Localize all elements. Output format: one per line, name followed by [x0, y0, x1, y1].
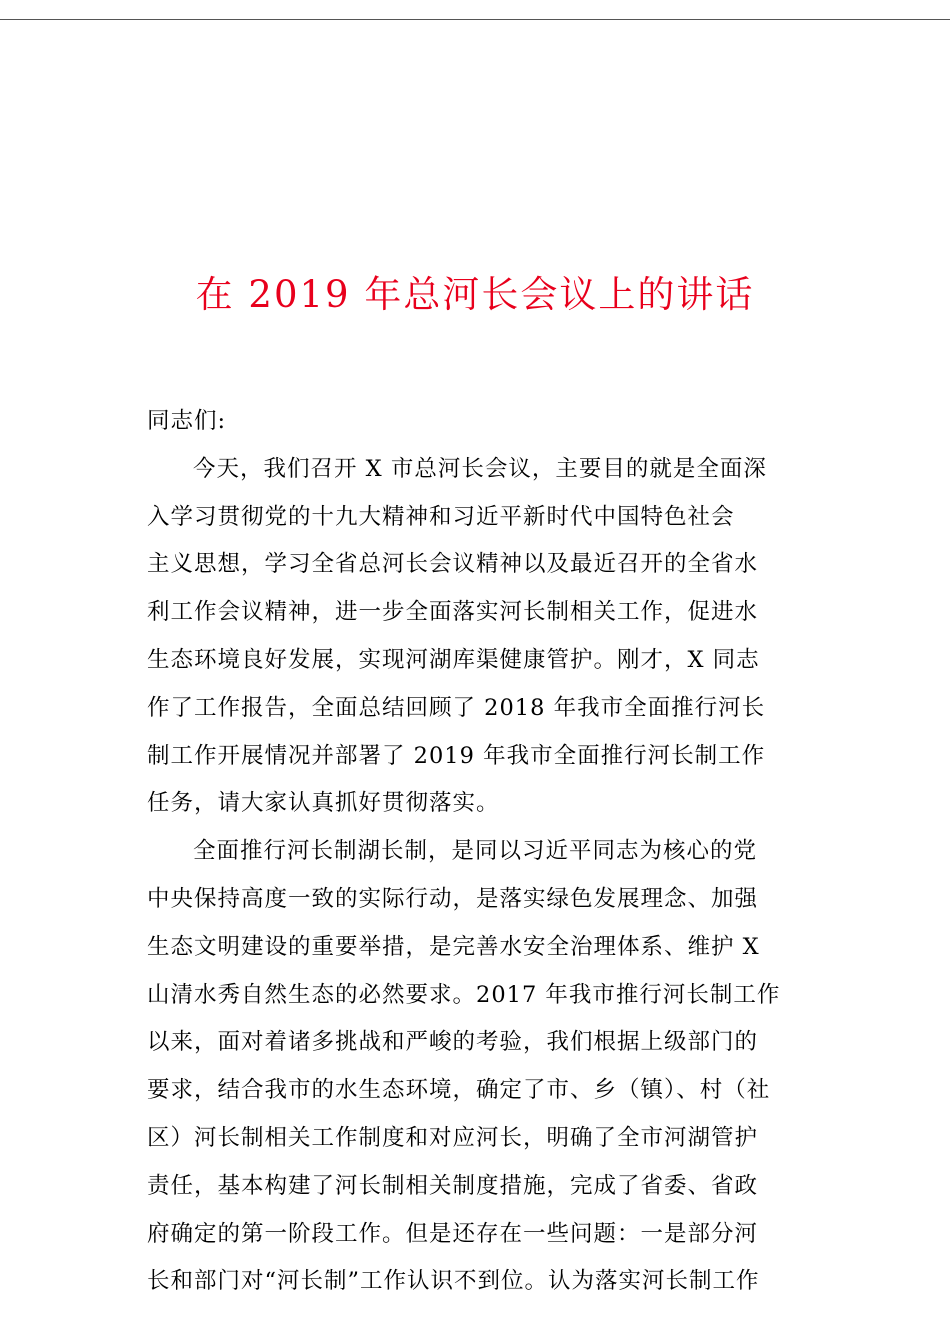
paragraph-line: 任务，请大家认真抓好贯彻落实。 — [147, 790, 500, 817]
document-body — [147, 398, 837, 1306]
paragraph-line: 入学习贯彻党的十九大精神和习近平新时代中国特色社会 — [147, 503, 735, 530]
paragraph-1 — [147, 446, 837, 828]
paragraph-line: 生态文明建设的重要举措，是完善水安全治理体系、维护 X — [147, 933, 760, 960]
paragraph-line: 区）河长制相关工作制度和对应河长，明确了全市河湖管护 — [147, 1124, 759, 1151]
paragraph-line: 以来，面对着诸多挑战和严峻的考验，我们根据上级部门的 — [147, 1029, 759, 1056]
paragraph-line: 中央保持高度一致的实际行动，是落实绿色发展理念、加强 — [147, 885, 759, 912]
document-title: 在 2019 年总河长会议上的讲话 — [195, 273, 755, 316]
paragraph-line: 今天，我们召开 X 市总河长会议，主要目的就是全面深 — [193, 455, 767, 482]
paragraph-line: 作了工作报告，全面总结回顾了 2018 年我市全面推行河长 — [147, 694, 766, 721]
paragraph-2 — [147, 828, 837, 1306]
paragraph-line: 府确定的第一阶段工作。但是还存在一些问题：一是部分河 — [147, 1220, 759, 1247]
paragraph-line: 责任，基本构建了河长制相关制度措施，完成了省委、省政 — [147, 1172, 759, 1199]
header-rule — [0, 19, 950, 20]
paragraph-line: 生态环境良好发展，实现河湖库渠健康管护。刚才，X 同志 — [147, 646, 760, 673]
paragraph-line: 要求，结合我市的水生态环境，确定了市、乡（镇）、村（社 — [147, 1077, 771, 1104]
paragraph-line: 山清水秀自然生态的必然要求。2017 年我市推行河长制工作 — [147, 981, 781, 1008]
paragraph-line: 利工作会议精神，进一步全面落实河长制相关工作，促进水 — [147, 599, 759, 626]
paragraph-line: 主义思想，学习全省总河长会议精神以及最近召开的全省水 — [147, 551, 759, 578]
paragraph-line: 全面推行河长制湖长制，是同以习近平同志为核心的党 — [193, 838, 758, 865]
paragraph-line: 制工作开展情况并部署了 2019 年我市全面推行河长制工作 — [147, 742, 766, 769]
salutation: 同志们: — [147, 408, 227, 434]
paragraph-line: 长和部门对“河长制”工作认识不到位。认为落实河长制工作 — [147, 1268, 760, 1295]
